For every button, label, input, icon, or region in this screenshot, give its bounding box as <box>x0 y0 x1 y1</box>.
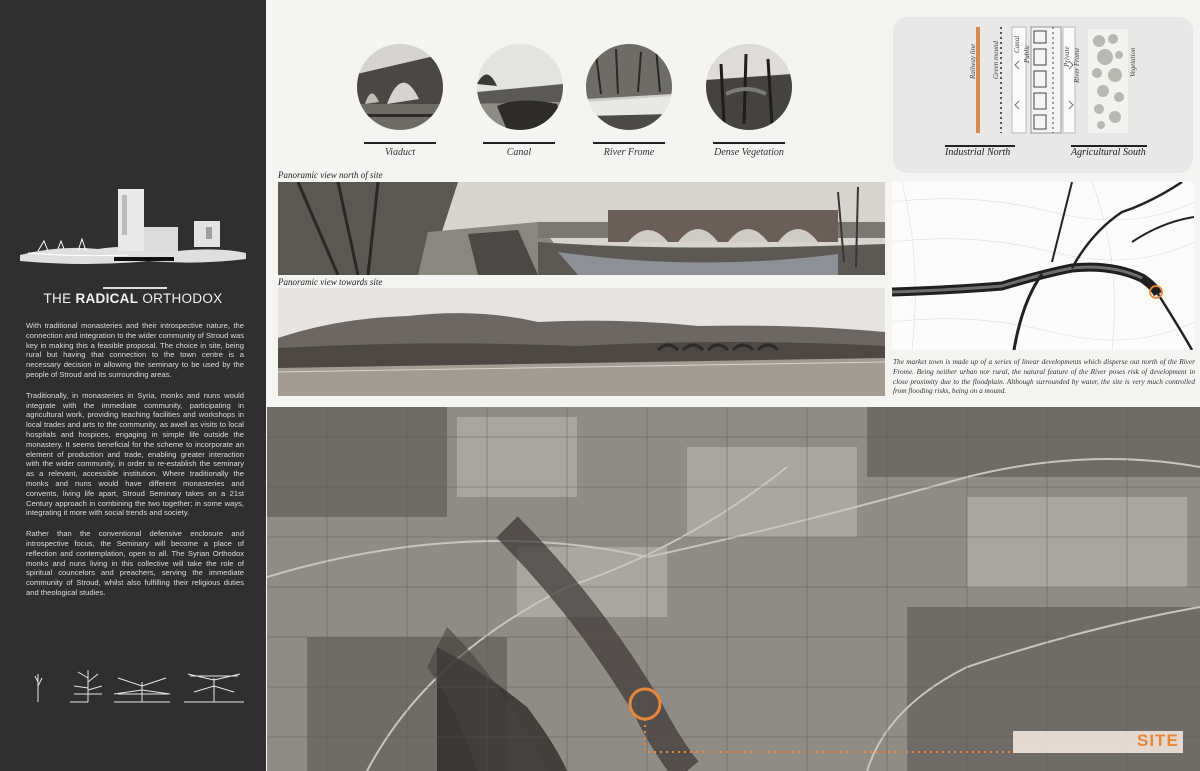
title-bold: RADICAL <box>75 291 139 306</box>
tree-growth-sketches <box>18 664 248 704</box>
paragraph-2: Traditionally, in monasteries in Syria, monks and nuns would integrate with the immediate community, participating in agricultural work, providing teaching facilities and workshops in local trades and arts to the community, as awell as visits to local hospitals and hospices, engaging in simple life outside the monastery. It seems beneficial for the scheme to incorporate an element of production and trade, enabling greater interaction with the wider community, in order to re-establish the seminary as a relevant, accessible institution. Where traditionally the monks and nuns would have different monasteries and convents, living life apart, Stroud Seminary takes on a 21st Century approach in combining the two together; in some ways, integrating it more with social trends and society. <box>26 390 244 518</box>
paragraph-3: Rather than the conventional defensive enclosure and introspective focus, the Seminary will become a place of reflection and contemplation, open to all. The Syrian Orthodox monks and nuns living in this collective will take the role of spiritual councelors and preachers, serving the immediate community of Stroud, whilst also fulfilling their religious duties and theological studies. <box>26 529 244 597</box>
intro-text <box>26 321 244 609</box>
canal-photo <box>477 44 563 130</box>
title-suffix: ORTHODOX <box>138 291 223 306</box>
legend-green-mound: Green mound <box>992 40 1000 79</box>
legend-vegetation: Vegetation <box>1129 47 1137 77</box>
caption-viaduct: Viaduct <box>384 147 416 158</box>
section-diagram <box>893 17 1193 173</box>
caption-dense-vegetation: Dense Vegetation <box>714 147 784 158</box>
viaduct-photo <box>357 44 443 130</box>
vegetation-photo <box>706 44 792 130</box>
map-caption: The market town is made up of a series of linear developments which disperse out north of the River Frome. Being neither urban nor rural, the natural feature of the River poses risk of development in close proximity due to the floodplain. Although surrounded by water, the site is very much controlled from flooding risks, being on a mound. <box>893 357 1195 396</box>
paragraph-1: With traditional monasteries and their introspective nature, the connection and integration to the wider community of Stroud was key in making this a feasible proposal. The choice in site, being rural but having that connection to the town centre is a necessary decision in allowing the seminary to be used by the people of Stroud and its surrounding areas. <box>26 321 244 379</box>
legend-agricultural-south: Agricultural South <box>1071 147 1146 158</box>
site-label: SITE <box>1137 731 1179 750</box>
caption-rule-vegetation <box>713 142 785 144</box>
page-title <box>0 291 266 306</box>
caption-canal: Canal <box>506 147 532 158</box>
legend-railway-line: Railway line <box>969 43 977 79</box>
caption-rule-viaduct <box>364 142 436 144</box>
title-prefix: THE <box>43 291 76 306</box>
section-diagram-graphic <box>893 17 1193 173</box>
legend-private: Private <box>1063 46 1071 67</box>
river-location-map <box>892 182 1194 350</box>
panorama-towards-image <box>278 288 885 396</box>
caption-river-frome: River Frome <box>603 147 655 158</box>
legend-industrial-north: Industrial North <box>945 147 1011 158</box>
caption-rule-canal <box>483 142 555 144</box>
aerial-site-photo <box>267 407 1200 771</box>
sidebar-panel <box>0 0 266 771</box>
legend-public: Public <box>1023 44 1031 63</box>
title-rule <box>103 287 167 289</box>
pano-north-label: Panoramic view north of site <box>278 170 383 180</box>
legend-canal: Canal <box>1013 35 1021 53</box>
caption-rule-river <box>593 142 665 144</box>
river-frome-photo <box>586 44 672 130</box>
monastery-sketch-image <box>18 185 248 275</box>
panorama-north-image <box>278 182 885 275</box>
pano-towards-label: Panoramic view towards site <box>278 277 383 287</box>
legend-river-frome: River Frome <box>1073 47 1081 83</box>
